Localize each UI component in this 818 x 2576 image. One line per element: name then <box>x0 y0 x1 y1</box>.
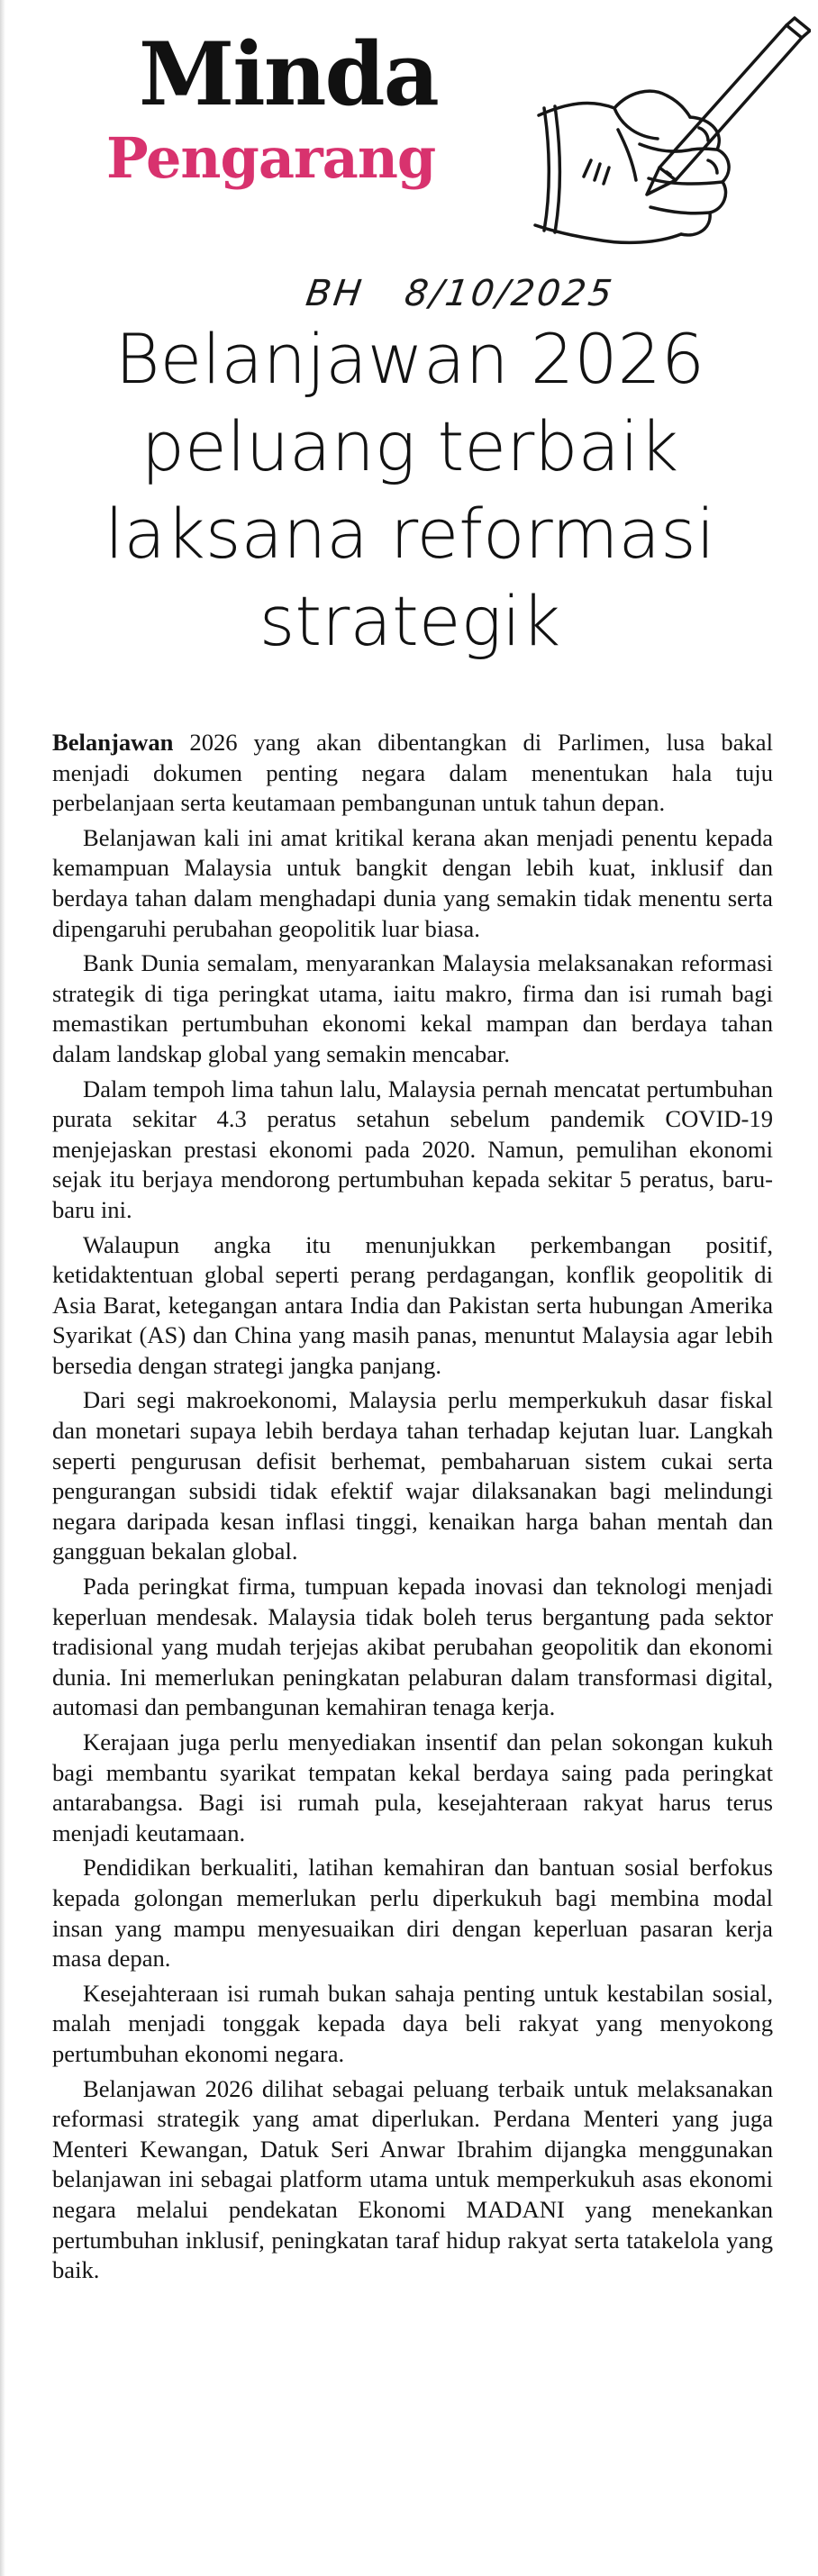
article-paragraph: Belanjawan 2026 dilihat sebagai peluang terbaik untuk melaksanakan reformasi strategik yang amat diperlukan. Perdana Menteri yang juga Menteri Kewangan, Datuk Seri Anwar Ibrahim dijangka menggunakan belanjawan ini sebagai platform utama untuk memperkukuh asas ekonomi negara melalui pendekatan Ekonomi MADANI yang menekankan pertumbuhan inklusif, peningkatan taraf hidup rakyat serta tatakelola yang baik. <box>52 2074 773 2284</box>
article-paragraph: Bank Dunia semalam, menyarankan Malaysia melaksanakan reformasi strategik di tiga peringkat utama, iaitu makro, firma dan isi rumah bagi memastikan pertumbuhan ekonomi kekal mampan dan berdaya tahan dalam landskap global yang semakin mencabar. <box>52 949 773 1067</box>
handwritten-text <box>303 268 659 319</box>
hand-with-pen-illustration <box>532 9 811 279</box>
article-body <box>52 728 773 2290</box>
headline-line-2: peluang terbaik <box>141 406 679 486</box>
article-paragraph: Dalam tempoh lima tahun lalu, Malaysia pernah mencatat pertumbuhan purata sekitar 4.3 peratus setahun sebelum pandemik COVID-19 menjejaskan prestasi ekonomi pada 2020. Namun, pemulihan ekonomi sejak itu berjaya mendorong pertumbuhan kepada sekitar 5 peratus, baru-baru ini. <box>52 1075 773 1223</box>
article-paragraph: Kerajaan juga perlu menyediakan insentif dan pelan sokongan kukuh bagi membantu syarikat tempatan kekal berdaya saing pada peringkat antarabangsa. Bagi isi rumah pula, kesejahteraan rakyat harus terus menjadi keutamaan. <box>52 1728 773 1846</box>
headline-line-1: Belanjawan 2026 <box>114 319 705 399</box>
article-paragraph: Pendidikan berkualiti, latihan kemahiran dan bantuan sosial berfokus kepada golongan memerlukan perlu diperkukuh bagi membina modal insan yang mampu menyesuaikan diri dengan keperluan pasaran kerja masa depan. <box>52 1854 773 1973</box>
handwritten-source: BH <box>303 273 367 314</box>
lead-rest: 2026 yang akan dibentangkan di Parlimen, lusa bakal menjadi dokumen penting negara dalam menentukan hala tuju perbelanjaan serta keutamaan pembangunan untuk tahun depan. <box>52 729 773 817</box>
headline-line-4: strategik <box>259 581 561 661</box>
scan-edge-shadow <box>0 0 5 2576</box>
article-paragraph: Dari segi makroekonomi, Malaysia perlu memperkukuh dasar fiskal dan monetari supaya lebih berdaya tahan terhadap kejutan luar. Langkah seperti pengurusan defisit berhemat, pembaharuan sistem cukai serta pengurangan subsidi tidak efektif wajar dilaksanakan bagi melindungi negara daripada kesan inflasi tinggi, kenaikan harga bahan mentah dan gangguan bekalan global. <box>52 1386 773 1565</box>
handwritten-date: 8/10/2025 <box>402 273 617 314</box>
headline-line-3: laksana reformasi <box>105 494 715 574</box>
masthead-title: Minda <box>139 23 438 125</box>
headline <box>36 315 784 665</box>
column-masthead <box>106 25 521 241</box>
article-paragraph: Pada peringkat firma, tumpuan kepada inovasi dan teknologi menjadi keperluan mendesak. Malaysia tidak boleh terus bergantung pada sektor tradisional yang mudah terjejas akibat perubahan geopolitik dan ekonomi dunia. Ini memerlukan peningkatan pelaburan dalam transformasi digital, automasi dan pembangunan kemahiran tenaga kerja. <box>52 1573 773 1721</box>
article-paragraph-lead <box>52 728 773 819</box>
article-paragraph: Kesejahteraan isi rumah bukan sahaja penting untuk kestabilan sosial, malah menjadi tonggak kepada daya beli rakyat yang menyokong pertumbuhan ekonomi negara. <box>52 1979 773 2067</box>
lead-word: Belanjawan <box>52 729 174 756</box>
article-paragraph: Walaupun angka itu menunjukkan perkembangan positif, ketidaktentuan global seperti perang perdagangan, konflik geopolitik di Asia Barat, ketegangan antara India dan Pakistan serta hubungan Amerika Syarikat (AS) dan China yang masih panas, menuntut Malaysia agar lebih bersedia dengan strategi jangka panjang. <box>52 1230 773 1379</box>
article-paragraph: Belanjawan kali ini amat kritikal kerana akan menjadi penentu kepada kemampuan Malaysia untuk bangkit dengan lebih kuat, inklusif dan berdaya tahan dalam menghadapi dunia yang semakin tidak menentu serta dipengaruhi perubahan geopolitik luar biasa. <box>52 823 773 942</box>
masthead-subtitle: Pengarang <box>106 125 436 191</box>
